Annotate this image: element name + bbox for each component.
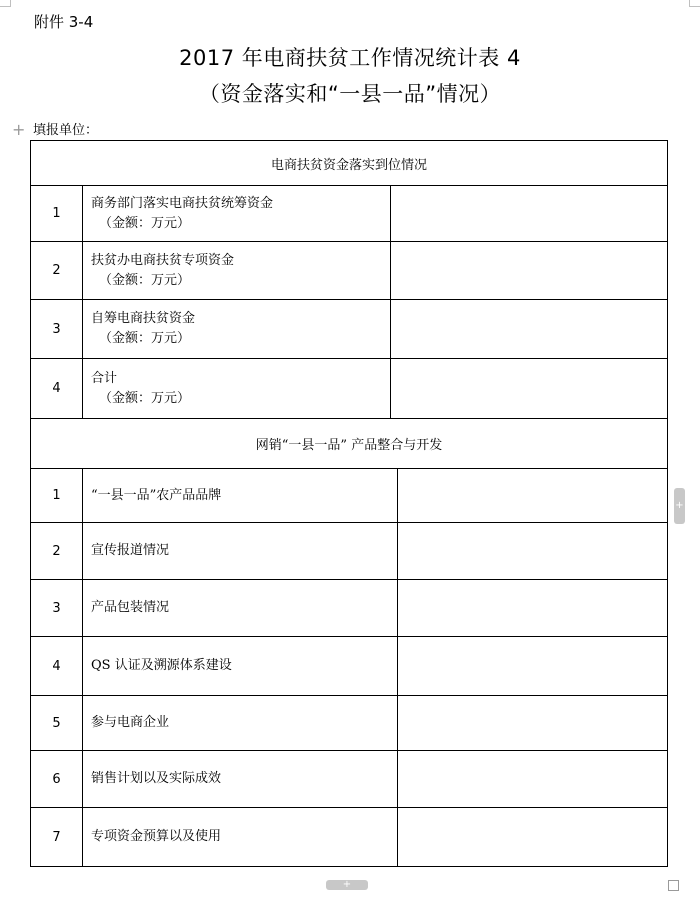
- row-label-unit: （金额：万元）: [99, 331, 191, 346]
- row-index: 2: [31, 523, 83, 580]
- table-row: [31, 696, 668, 751]
- row-value-cell[interactable]: [398, 580, 668, 637]
- resize-handle-icon[interactable]: [668, 880, 679, 891]
- table-row: [31, 580, 668, 637]
- row-index: 4: [31, 359, 83, 419]
- document-subtitle: （资金落实和“一县一品”情况）: [198, 82, 502, 106]
- row-value-cell[interactable]: [398, 523, 668, 580]
- row-label: 专项资金预算以及使用: [83, 808, 398, 867]
- row-label: [83, 300, 391, 359]
- add-row-handle-icon[interactable]: +: [326, 880, 368, 890]
- row-index: 6: [31, 751, 83, 808]
- row-index: 3: [31, 580, 83, 637]
- row-index: 5: [31, 696, 83, 751]
- section-funds-title: 电商扶贫资金落实到位情况: [31, 141, 668, 186]
- row-value-cell[interactable]: [398, 751, 668, 808]
- table-row: [31, 300, 668, 359]
- attachment-label: 附件 3-4: [34, 13, 94, 31]
- row-label: “一县一品”农产品品牌: [83, 469, 398, 523]
- row-value-cell[interactable]: [398, 696, 668, 751]
- table-row: [31, 469, 668, 523]
- section-header-row: [31, 141, 668, 186]
- add-column-handle-icon[interactable]: +: [674, 488, 685, 524]
- table-row: [31, 359, 668, 419]
- table-move-handle-icon[interactable]: +: [12, 120, 26, 139]
- row-label: [83, 359, 391, 419]
- row-value-cell[interactable]: [391, 300, 668, 359]
- page-corner-mark-left: [0, 0, 11, 7]
- statistics-table: [30, 140, 668, 867]
- row-value-cell[interactable]: [398, 637, 668, 696]
- row-value-cell[interactable]: [391, 186, 668, 242]
- row-label-main: 合计: [91, 370, 118, 386]
- row-index: 7: [31, 808, 83, 867]
- row-label-main: 自筹电商扶贫资金: [91, 311, 196, 326]
- table-row: [31, 242, 668, 300]
- table-row: [31, 751, 668, 808]
- page-corner-mark-right: [689, 0, 700, 7]
- table-row: [31, 523, 668, 580]
- row-value-cell[interactable]: [398, 469, 668, 523]
- row-label: 参与电商企业: [83, 696, 398, 751]
- table-row: [31, 637, 668, 696]
- row-label: QS 认证及溯源体系建设: [83, 637, 398, 696]
- row-label-main: 商务部门落实电商扶贫统筹资金: [91, 195, 274, 211]
- document-title: 2017 年电商扶贫工作情况统计表 4: [179, 46, 521, 70]
- reporting-unit-label: 填报单位：: [33, 123, 99, 138]
- row-index: 1: [31, 186, 83, 242]
- row-label-unit: （金额：万元）: [99, 272, 191, 288]
- row-label-main: 扶贫办电商扶贫专项资金: [91, 252, 235, 268]
- table-row: [31, 186, 668, 242]
- row-label: 销售计划以及实际成效: [83, 751, 398, 808]
- row-index: 2: [31, 242, 83, 300]
- section-header-row: [31, 419, 668, 469]
- row-value-cell[interactable]: [391, 359, 668, 419]
- row-label: 产品包装情况: [83, 580, 398, 637]
- row-index: 1: [31, 469, 83, 523]
- row-label-unit: （金额：万元）: [99, 215, 191, 231]
- row-label-unit: （金额：万元）: [99, 390, 191, 406]
- table-row: [31, 808, 668, 867]
- row-label: 宣传报道情况: [83, 523, 398, 580]
- section-products-title: 网销“一县一品” 产品整合与开发: [31, 419, 668, 469]
- row-value-cell[interactable]: [398, 808, 668, 867]
- row-index: 3: [31, 300, 83, 359]
- row-label: [83, 186, 391, 242]
- row-index: 4: [31, 637, 83, 696]
- row-value-cell[interactable]: [391, 242, 668, 300]
- row-label: [83, 242, 391, 300]
